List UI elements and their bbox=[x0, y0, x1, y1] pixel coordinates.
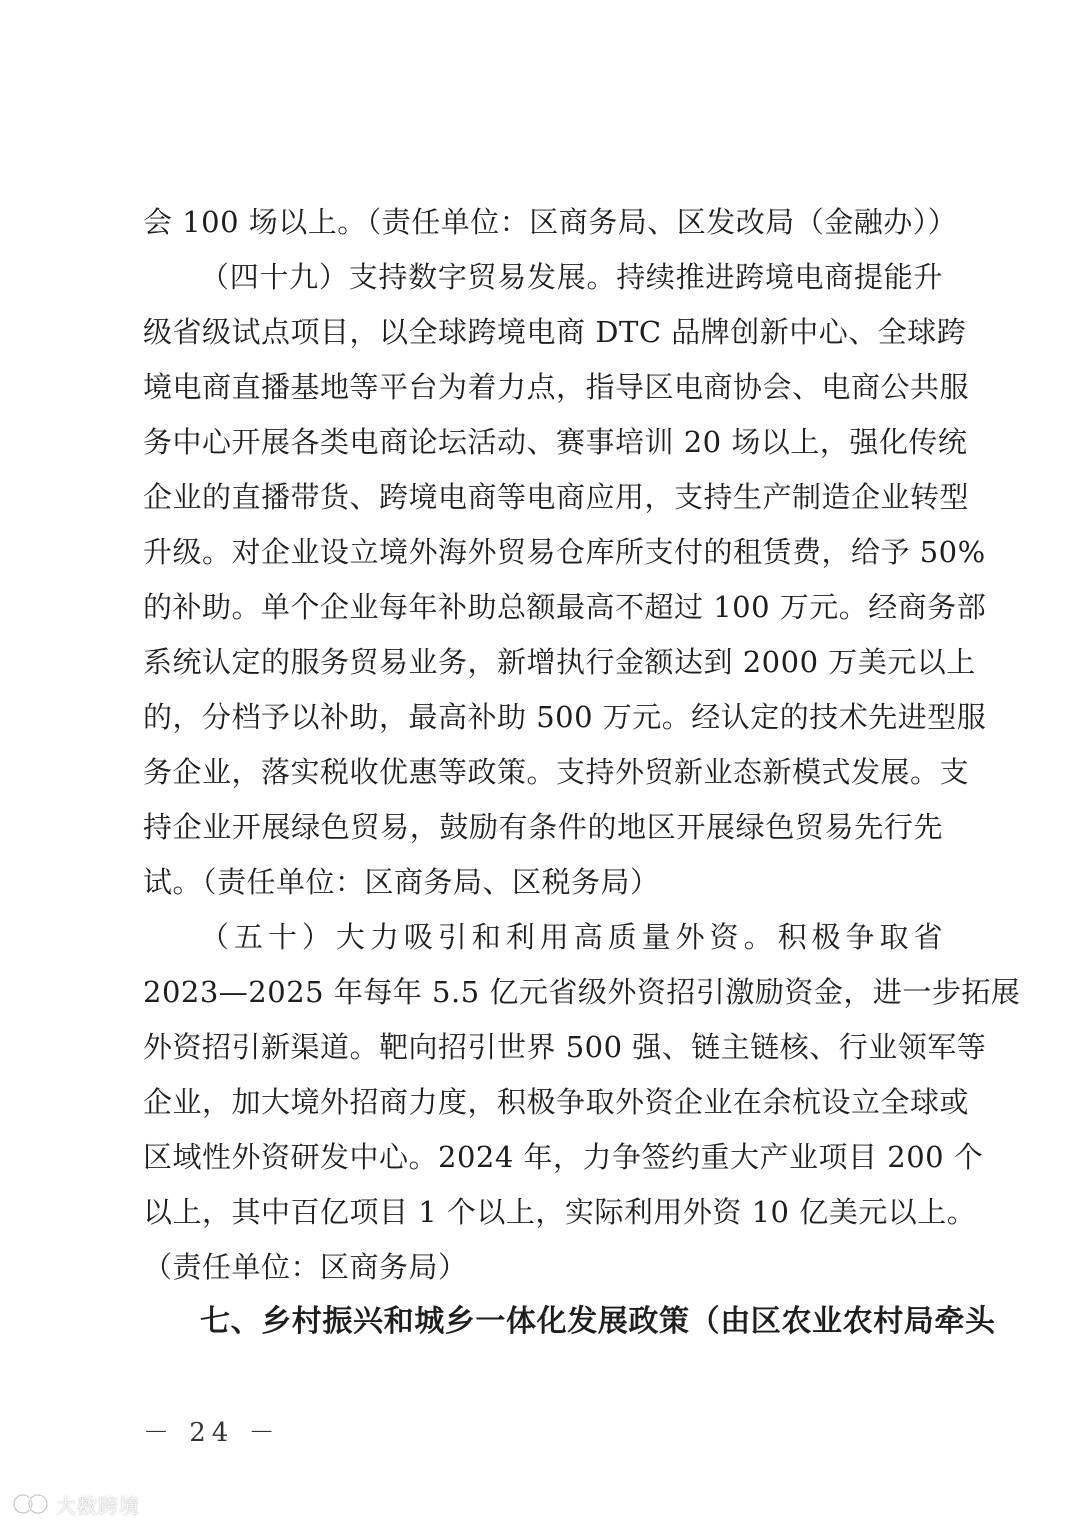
text-line: 2023—2025 年每年 5.5 亿元省级外资招引激励资金，进一步拓展 bbox=[143, 975, 1021, 1009]
text-line: 的，分档予以补助，最高补助 500 万元。经认定的技术先进型服 bbox=[143, 700, 987, 734]
text-line: 持企业开展绿色贸易，鼓励有条件的地区开展绿色贸易先行先 bbox=[143, 810, 943, 844]
section-49-first-line: （四十九）支持数字贸易发展。持续推进跨境电商提能升 bbox=[200, 260, 943, 294]
watermark-text: 大数跨境 bbox=[56, 1493, 140, 1518]
text-line: 企业的直播带货、跨境电商等电商应用，支持生产制造企业转型 bbox=[143, 480, 970, 514]
text-line: 级省级试点项目，以全球跨境电商 DTC 品牌创新中心、全球跨 bbox=[143, 315, 967, 349]
text-line: 以上，其中百亿项目 1 个以上，实际利用外资 10 亿美元以上。 bbox=[143, 1195, 977, 1229]
text-line: （责任单位：区商务局） bbox=[143, 1250, 468, 1284]
text-line: 务企业，落实税收优惠等政策。支持外贸新业态新模式发展。支 bbox=[143, 755, 970, 789]
text-line: 务中心开展各类电商论坛活动、赛事培训 20 场以上，强化传统 bbox=[143, 425, 968, 459]
text-line: 升级。对企业设立境外海外贸易仓库所支付的租赁费，给予 50% bbox=[143, 535, 986, 569]
text-line: 会 100 场以上。（责任单位：区商务局、区发改局（金融办）） bbox=[143, 205, 958, 239]
text-line: 试。（责任单位：区商务局、区税务局） bbox=[143, 865, 660, 899]
page-number: － 24 － bbox=[143, 1418, 281, 1448]
text-line: 区域性外资研发中心。2024 年，力争签约重大产业项目 200 个 bbox=[143, 1140, 984, 1174]
watermark-logo-icon bbox=[12, 1490, 50, 1518]
watermark bbox=[12, 1488, 140, 1520]
section-50-first-line: （五十）大力吸引和利用高质量外资。积极争取省 bbox=[200, 920, 943, 954]
section-heading: 七、乡村振兴和城乡一体化发展政策（由区农业农村局牵头 bbox=[200, 1304, 996, 1339]
text-line: 企业，加大境外招商力度，积极争取外资企业在余杭设立全球或 bbox=[143, 1085, 970, 1119]
text-line: 系统认定的服务贸易业务，新增执行金额达到 2000 万美元以上 bbox=[143, 645, 976, 679]
text-line: 境电商直播基地等平台为着力点，指导区电商协会、电商公共服 bbox=[143, 370, 970, 404]
text-line: 的补助。单个企业每年补助总额最高不超过 100 万元。经商务部 bbox=[143, 590, 987, 624]
text-line: 外资招引新渠道。靶向招引世界 500 强、链主链核、行业领军等 bbox=[143, 1030, 987, 1064]
